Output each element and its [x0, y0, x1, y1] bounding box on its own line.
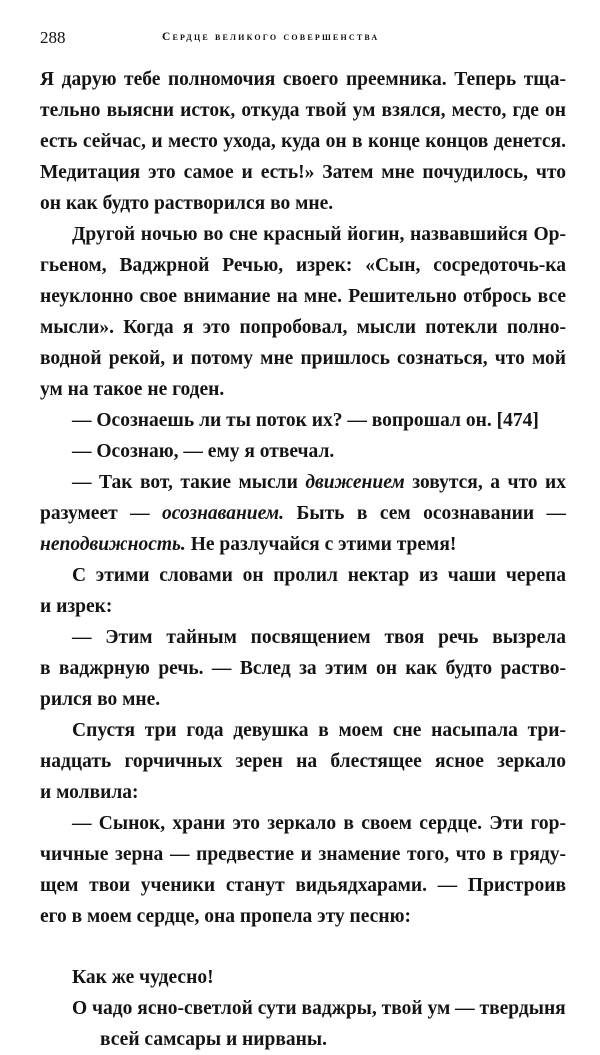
text-line: ум на такое не годен.	[40, 379, 225, 400]
text-segment: зовутся, а что их	[404, 472, 566, 493]
text-line: С этими словами он пролил нектар из чаши черепа	[72, 565, 566, 586]
text-line: есть сейчас, и место ухода, куда он в конце концов денется.	[40, 131, 566, 152]
text-segment: Быть в сем осознавании —	[284, 503, 566, 524]
text-line: чичные зерна — предвестие и знамение того, что в гряду-	[40, 844, 566, 865]
emphasis-term: осознаванием.	[162, 503, 285, 524]
text-line: рился во мне.	[40, 689, 161, 710]
paragraph	[40, 405, 566, 436]
verse-line: Как же чудесно!	[72, 967, 214, 988]
text-line: и молвила:	[40, 782, 139, 803]
text-line: — Этим тайным посвящением твоя речь вызрела	[72, 627, 566, 648]
text-line	[40, 529, 566, 560]
verse-line: всей самсары и нирваны.	[100, 1029, 327, 1050]
text-line: Другой ночью во сне красный йогин, назвавшийся Ор-	[72, 224, 566, 245]
text-segment: Не разлучайся с этими тремя!	[185, 534, 457, 555]
text-line: Медитация это самое и есть!» Затем мне почудилось, что	[40, 162, 566, 183]
text-line: его в моем сердце, она пропела эту песню:	[40, 906, 411, 927]
book-title: сердце великого совершенства	[162, 31, 380, 43]
paragraph	[40, 808, 566, 932]
paragraph	[40, 560, 566, 622]
text-line	[40, 467, 566, 498]
emphasis-term: неподвижность.	[40, 534, 186, 555]
text-line: мысли». Когда я это попробовал, мысли потекли полно-	[40, 317, 566, 338]
text-line: тельно выясни исток, откуда твой ум взялся, место, где он	[40, 100, 566, 121]
paragraph	[40, 622, 566, 715]
text-segment: — Так вот, такие мысли	[72, 472, 306, 493]
paragraph	[40, 467, 566, 560]
body-text	[40, 64, 566, 1055]
text-line: в ваджрную речь. — Вслед за этим он как будто раство-	[40, 658, 566, 679]
running-head	[40, 28, 566, 48]
text-line: он как будто растворился во мне.	[40, 193, 334, 214]
paragraph	[40, 219, 566, 405]
text-line	[40, 498, 566, 529]
verse-line: О чадо ясно-светлой сути ваджры, твой ум — твердыня	[72, 998, 566, 1019]
text-line: Спустя три года девушка в моем сне насыпала три-	[72, 720, 566, 741]
text-line: — Осознаешь ли ты поток их? — вопрошал он. [474]	[72, 410, 539, 431]
emphasis-term: движением	[305, 472, 405, 493]
paragraph	[40, 64, 566, 219]
text-line: щем твои ученики станут видьядхарами. — Пристроив	[40, 875, 566, 896]
text-line: — Осознаю, — ему я отвечал.	[72, 441, 335, 462]
text-line: гьеном, Ваджрной Речью, изрек: «Сын, сосредоточь-ка	[40, 255, 566, 276]
text-line: надцать горчичных зерен на блестящее ясное зеркало	[40, 751, 566, 772]
text-line: — Сынок, храни это зеркало в своем сердце. Эти гор-	[72, 813, 566, 834]
text-line: водной рекой, и потому мне пришлось сознаться, что мой	[40, 348, 566, 369]
text-line: неуклонно свое внимание на мне. Решительно отбрось все	[40, 286, 566, 307]
text-segment: разумеет —	[40, 503, 163, 524]
verse-block	[40, 962, 566, 1055]
paragraph	[40, 436, 566, 467]
text-line: и изрек:	[40, 596, 113, 617]
page-number: 288	[40, 28, 66, 47]
stanza-gap	[40, 932, 566, 962]
paragraph	[40, 715, 566, 808]
text-line: Я дарую тебе полномочия своего преемника. Теперь тща-	[40, 69, 566, 90]
